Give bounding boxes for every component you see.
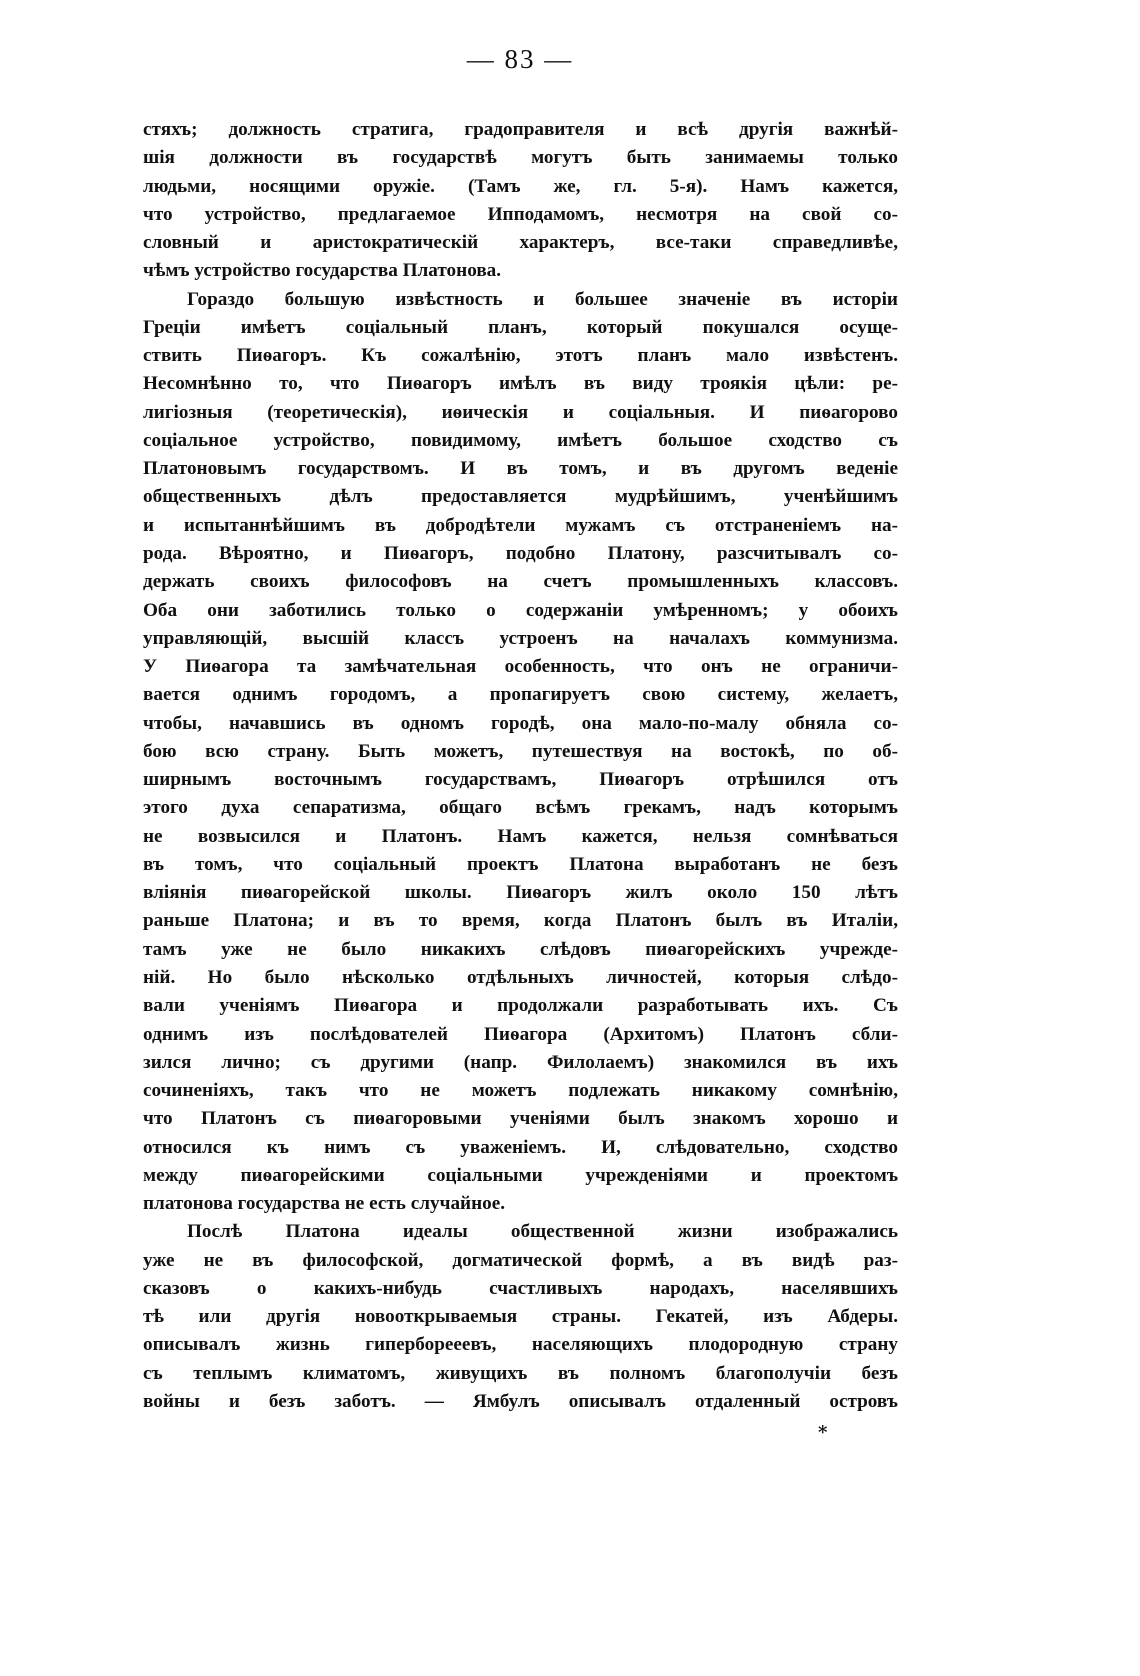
text-line: что устройство, предлагаемое Ипподамомъ, несмотря на свой со-: [143, 203, 898, 225]
text-line: сочиненіяхъ, такъ что не можетъ подлежать никакому сомнѣнію,: [143, 1080, 898, 1102]
text-line: зился лично; съ другими (напр. Филолаемъ) знакомился въ ихъ: [143, 1051, 898, 1073]
text-line: чтобы, начавшись въ одномъ городѣ, она мало-по-малу обняла со-: [143, 712, 898, 734]
body-text: [143, 116, 898, 1416]
text-line: бою всю страну. Быть можетъ, путешествуя на востокѣ, по об-: [143, 740, 898, 762]
text-line: описывалъ жизнь гиперборееевъ, населяющихъ плодородную страну: [143, 1334, 898, 1356]
text-line: соціальное устройство, повидимому, имѣетъ большое сходство съ: [143, 429, 898, 451]
text-line: вали ученіямъ Пиѳагора и продолжали разработывать ихъ. Съ: [143, 995, 898, 1017]
text-line: Послѣ Платона идеалы общественной жизни изображались: [187, 1221, 898, 1243]
text-line: однимъ изъ послѣдователей Пиѳагора (Архитомъ) Платонъ сбли-: [143, 1023, 898, 1045]
text-line: управляющій, высшій классъ устроенъ на началахъ коммунизма.: [143, 627, 898, 649]
text-line: Несомнѣнно то, что Пиѳагоръ имѣлъ въ виду троякія цѣли: ре-: [143, 373, 898, 395]
text-line: уже не въ философской, догматической формѣ, а въ видѣ раз-: [143, 1249, 898, 1271]
text-line: этого духа сепаратизма, общаго всѣмъ грекамъ, надъ которымъ: [143, 797, 898, 819]
text-line: что Платонъ съ пиѳагоровыми ученіями былъ знакомъ хорошо и: [143, 1108, 898, 1130]
text-line: рода. Вѣроятно, и Пиѳагоръ, подобно Платону, разсчитывалъ со-: [143, 542, 898, 564]
text-line: У Пиѳагора та замѣчательная особенность, что онъ не ограничи-: [143, 656, 898, 678]
text-line: платонова государства не есть случайное.: [143, 1193, 506, 1215]
text-line: вліянія пиѳагорейской школы. Пиѳагоръ жилъ около 150 лѣтъ: [143, 882, 898, 904]
text-line: держать своихъ философовъ на счетъ промышленныхъ классовъ.: [143, 571, 898, 593]
text-line: лигіозныя (теоретическія), иѳическія и соціальныя. И пиѳагорово: [143, 401, 898, 423]
text-line: тѣ или другія новооткрываемыя страны. Гекатей, изъ Абдеры.: [143, 1306, 898, 1328]
text-line: относился къ нимъ съ уваженіемъ. И, слѣдовательно, сходство: [143, 1136, 898, 1158]
text-line: Греціи имѣетъ соціальный планъ, который покушался осуще-: [143, 316, 898, 338]
text-line: и испытаннѣйшимъ въ добродѣтели мужамъ съ отстраненіемъ на-: [143, 514, 898, 536]
text-line: Платоновымъ государствомъ. И въ томъ, и въ другомъ веденіе: [143, 458, 898, 480]
text-line: войны и безъ заботъ. — Ямбулъ описывалъ отдаленный островъ: [143, 1390, 898, 1412]
printer-mark: *: [818, 1422, 828, 1443]
text-line: общественныхъ дѣлъ предоставляется мудрѣйшимъ, ученѣйшимъ: [143, 486, 898, 508]
text-line: чѣмъ устройство государства Платонова.: [143, 260, 502, 282]
text-line: словный и аристократическій характеръ, все-таки справедливѣе,: [143, 232, 898, 254]
text-line: не возвысился и Платонъ. Намъ кажется, нельзя сомнѣваться: [143, 825, 898, 847]
text-line: ствить Пиѳагоръ. Къ сожалѣнію, этотъ планъ мало извѣстенъ.: [143, 345, 898, 367]
text-line: шія должности въ государствѣ могутъ быть занимаемы только: [143, 147, 898, 169]
page-number: — 83 —: [466, 44, 574, 74]
text-line: Оба они заботились только о содержаніи умѣренномъ; у обоихъ: [143, 599, 898, 621]
text-line: ширнымъ восточнымъ государствамъ, Пиѳагоръ отрѣшился отъ: [143, 769, 898, 791]
text-line: стяхъ; должность стратига, градоправителя и всѣ другія важнѣй-: [143, 119, 898, 140]
text-line: съ теплымъ климатомъ, живущихъ въ полномъ благополучіи безъ: [143, 1362, 898, 1384]
text-line: между пиѳагорейскими соціальными учрежденіями и проектомъ: [143, 1164, 898, 1186]
text-line: раньше Платона; и въ то время, когда Платонъ былъ въ Италіи,: [143, 910, 898, 932]
text-line: въ томъ, что соціальный проектъ Платона выработанъ не безъ: [143, 853, 898, 875]
text-line: ній. Но было нѣсколько отдѣльныхъ личностей, которыя слѣдо-: [143, 966, 898, 988]
text-line: сказовъ о какихъ-нибудь счастливыхъ народахъ, населявшихъ: [143, 1277, 898, 1299]
text-line: людьми, носящими оружіе. (Тамъ же, гл. 5-я). Намъ кажется,: [143, 175, 898, 197]
text-line: вается однимъ городомъ, а пропагируетъ свою систему, желаетъ,: [143, 684, 898, 706]
text-line: тамъ уже не было никакихъ слѣдовъ пиѳагорейскихъ учрежде-: [143, 938, 898, 960]
text-line: Гораздо большую извѣстность и большее значеніе въ исторіи: [187, 288, 898, 310]
